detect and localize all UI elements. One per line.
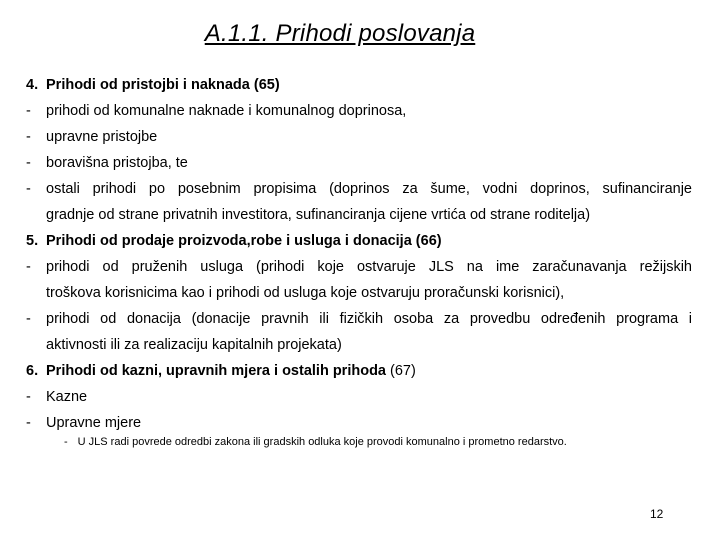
slide-title: A.1.1. Prihodi poslovanja [204, 20, 476, 47]
list-item-continuation [26, 202, 692, 228]
section-6-number: 6. [26, 363, 39, 379]
bullet-dash: - [26, 415, 31, 431]
list-item [26, 98, 692, 124]
list-item-text: ostali prihodi po posebnim propisima (doprinos za šume, vodni doprinos, sufinanciranje [46, 181, 692, 197]
footnote-dash: - [64, 436, 68, 448]
list-item-text: troškova korisnicima kao i prihodi od usluga koje ostvaruju proračunski korisnici), [46, 285, 565, 301]
list-item-text: prihodi od donacija (donacije pravnih ili fizičkih osoba za provedbu određenih programa i [46, 311, 692, 327]
footnote [64, 436, 567, 448]
bullet-dash: - [26, 103, 31, 119]
list-item-text: upravne pristojbe [46, 129, 158, 145]
section-5-number: 5. [26, 233, 39, 249]
bullet-dash: - [26, 389, 31, 405]
list-item [26, 176, 692, 202]
list-item [26, 124, 692, 150]
list-item [26, 306, 692, 332]
section-4-heading [26, 72, 692, 98]
list-item [26, 254, 692, 280]
list-item-text: Upravne mjere [46, 415, 142, 431]
bullet-dash: - [26, 155, 31, 171]
list-item-text: aktivnosti ili za realizaciju kapitalnih projekata) [46, 337, 342, 353]
list-item [26, 410, 692, 436]
section-5-code: (66) [415, 233, 442, 249]
bullet-dash: - [26, 129, 31, 145]
list-item-text: Kazne [46, 389, 88, 405]
section-5-title: Prihodi od prodaje proizvoda,robe i usluga i donacija [46, 233, 412, 249]
list-item [26, 384, 692, 410]
content-list [26, 72, 692, 436]
bullet-dash: - [26, 259, 31, 275]
list-item-text: gradnje od strane privatnih investitora, sufinanciranja cijene vrtića od strane roditelja) [46, 207, 591, 223]
bullet-dash: - [26, 311, 31, 327]
list-item-text: prihodi od pruženih usluga (prihodi koje ostvaruje JLS na ime zaračunavanja režijskih [46, 259, 692, 275]
section-4-title: Prihodi od pristojbi i naknada [46, 77, 250, 93]
footnote-text: U JLS radi povrede odredbi zakona ili gradskih odluka koje provodi komunalno i prometno redarstvo. [77, 436, 567, 448]
section-4-code: (65) [253, 77, 280, 93]
list-item-text: prihodi od komunalne naknade i komunalnog doprinosa, [46, 103, 407, 119]
list-item [26, 150, 692, 176]
section-4-number: 4. [26, 77, 39, 93]
section-5-heading [26, 228, 692, 254]
section-6-heading [26, 358, 692, 384]
section-6-code: (67) [390, 363, 416, 379]
list-item-continuation [26, 280, 692, 306]
list-item-continuation [26, 332, 692, 358]
page-number: 12 [650, 507, 664, 521]
bullet-dash: - [26, 181, 31, 197]
list-item-text: boravišna pristojba, te [46, 155, 188, 171]
section-6-title: Prihodi od kazni, upravnih mjera i ostalih prihoda [46, 363, 386, 379]
